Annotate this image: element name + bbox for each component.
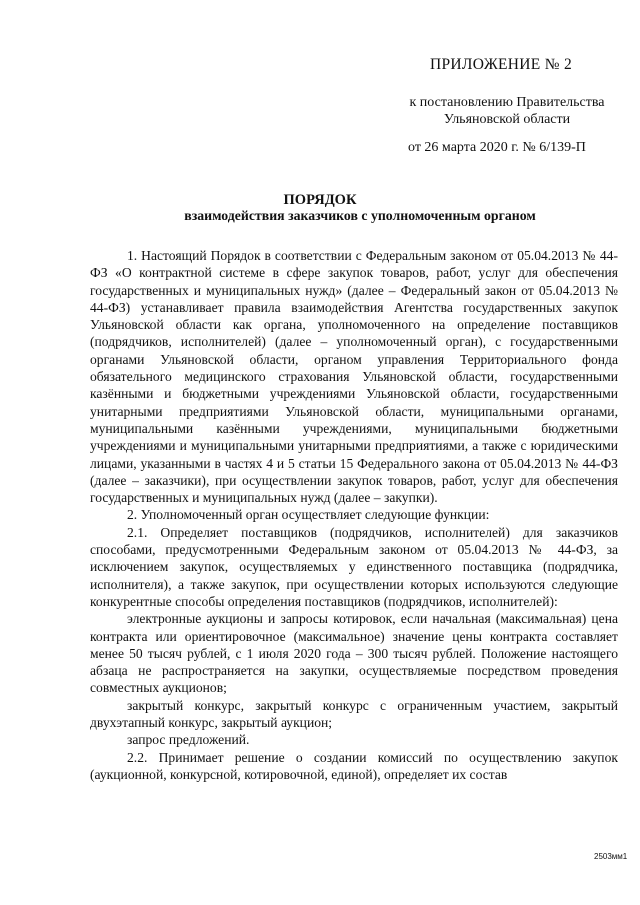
document-subtitle: взаимодействия заказчиков с уполномоченным органом [184, 208, 536, 223]
paragraph-1: 1. Настоящий Порядок в соответствии с Федеральным законом от 05.04.2013 № 44-ФЗ «О контрактной системе в сфере закупок товаров, работ, услуг для обеспечения государственных и муниципальных нужд» (далее – Федеральный закон от 05.04.2013 № 44-ФЗ) устанавливает правила взаимодействия Агентства государственных закупок Ульяновской области как органа, уполномоченного на определение поставщиков (подрядчиков, исполнителей) (далее – уполномоченный орган), с государственными органами Ульяновской области, органом управления Территориального фонда обязательного медицинского страхования Ульяновской области, государственными казёнными и бюджетными учреждениями Ульяновской области, государственными унитарными предприятиями Ульяновской области, муниципальными органами, муниципальными казёнными учреждениями, муниципальными бюджетными учреждениями и муниципальными унитарными предприятиями, а также с юридическими лицами, указанными в частях 4 и 5 статьи 15 Федерального закона от 05.04.2013 № 44-ФЗ (далее – заказчики), при осуществлении закупок товаров, работ, услуг для обеспечения государственных и муниципальных нужд (далее – закупки). [90, 248, 618, 506]
document-title: ПОРЯДОК [283, 192, 357, 208]
paragraph-2-1: 2.1. Определяет поставщиков (подрядчиков, исполнителей) для заказчиков способами, предусмотренными Федеральным законом от 05.04.2013 № 44-ФЗ, за исключением закупок, осуществляемых у единственного поставщика (подрядчика, исполнителя), а также закупок, при осуществлении которых используются следующие конкурентные способы определения поставщиков (подрядчиков, исполнителей): [90, 524, 618, 609]
paragraph-request-proposals: запрос предложений. [127, 732, 250, 748]
footer-code: 2503мм1 [594, 852, 628, 861]
document-body [90, 247, 618, 783]
resolution-reference: к постановлению Правительства Ульяновской области [409, 95, 605, 127]
paragraph-2-2: 2.2. Принимает решение о создании комиссий по осуществлению закупок (аукционной, конкурсной, котировочной, единой), определяет их состав [90, 749, 618, 782]
appendix-number: ПРИЛОЖЕНИЕ № 2 [430, 56, 573, 73]
paragraph-2: 2. Уполномоченный орган осуществляет следующие функции: [127, 507, 490, 523]
paragraph-closed-tenders: закрытый конкурс, закрытый конкурс с ограниченным участием, закрытый двухэтапный конкурс, закрытый аукцион; [90, 697, 618, 731]
resolution-date: от 26 марта 2020 г. № 6/139-П [408, 140, 586, 155]
paragraph-auctions: электронные аукционы и запросы котировок, если начальная (максимальная) цена контракта или ориентировочное (максимальное) значение цены контракта составляет менее 50 тысяч рублей, с 1 июля 2020 года – 300 тысяч рублей. Положение настоящего абзаца не распространяется на закупки, осуществляемые посредством проведения совместных аукционов; [90, 611, 618, 696]
